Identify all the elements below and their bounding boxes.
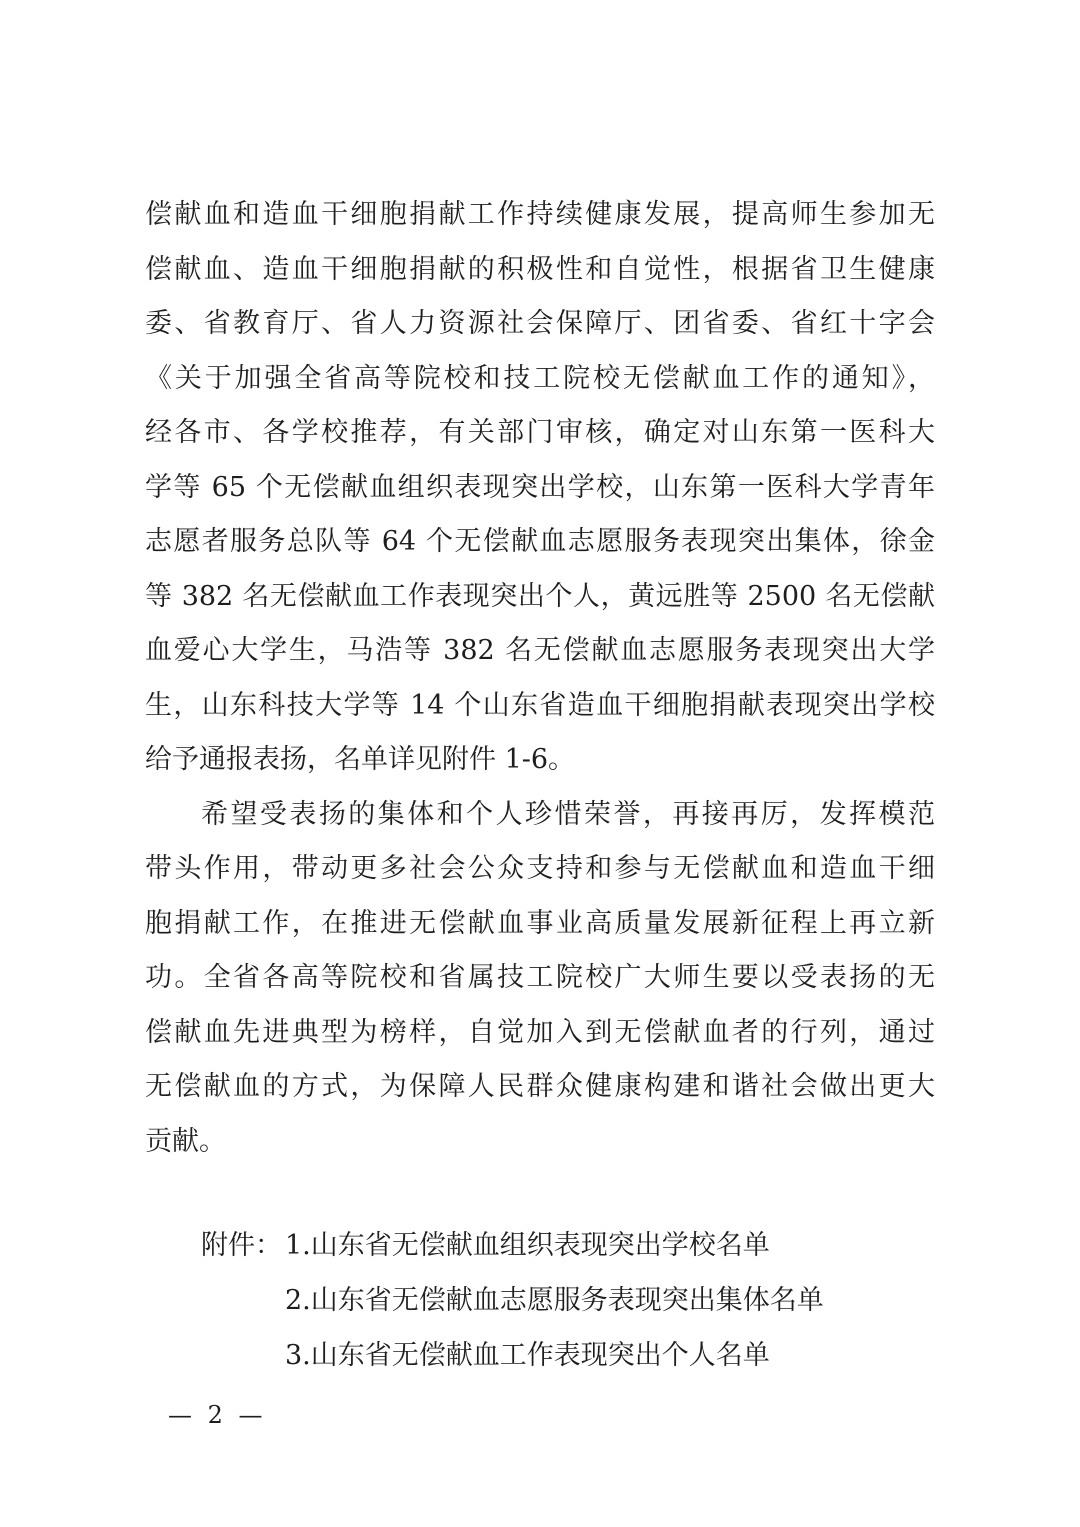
- attachment-indent: [201, 1273, 285, 1328]
- paragraph-2-line: 希望受表扬的集体和个人珍惜荣誉，再接再厉，发挥模范: [201, 798, 935, 830]
- paragraph-1-line: 血爱心大学生，马浩等 382 名无偿献血志愿服务表现突出大学: [145, 635, 935, 666]
- paragraph-1-line: 偿献血和造血干细胞捐献工作持续健康发展，提高师生参加无: [145, 199, 935, 230]
- paragraph-2-line: 胞捐献工作，在推进无偿献血事业高质量发展新征程上再立新: [145, 907, 935, 939]
- paragraph-1-line: 《关于加强全省高等院校和技工院校无偿献血工作的通知》，: [145, 362, 935, 394]
- attachment-title: 1.山东省无偿献血组织表现突出学校名单: [285, 1230, 770, 1261]
- paragraph-1-line: 偿献血、造血干细胞捐献的积极性和自觉性，根据省卫生健康: [145, 253, 935, 285]
- attachments-label: 附件：: [201, 1230, 282, 1261]
- paragraph-1-line: 经各市、各学校推荐，有关部门审核，确定对山东第一医科大: [145, 417, 935, 448]
- paragraph-2-line: 带头作用，带动更多社会公众支持和参与无偿献血和造血干细: [145, 853, 935, 884]
- paragraph-1-line: 志愿者服务总队等 64 个无偿献血志愿服务表现突出集体，徐金: [145, 526, 935, 557]
- paragraph-2-line: 贡献。: [145, 1125, 226, 1157]
- paragraph-2-line: 偿献血先进典型为榜样，自觉加入到无偿献血者的行列，通过: [145, 1016, 935, 1048]
- paragraph-2-line: 功。全省各高等院校和省属技工院校广大师生要以受表扬的无: [145, 962, 935, 993]
- paragraph-1-line: 给予通报表扬，名单详见附件 1-6。: [145, 744, 576, 775]
- paragraph-1-line: 学等 65 个无偿献血组织表现突出学校，山东第一医科大学青年: [145, 471, 935, 503]
- paragraph-1-line: 生，山东科技大学等 14 个山东省造血干细胞捐献表现突出学校: [145, 689, 935, 721]
- attachment-item: [201, 1273, 961, 1328]
- page-number: — 2 —: [168, 1401, 267, 1429]
- attachment-title: 2.山东省无偿献血志愿服务表现突出集体名单: [285, 1285, 824, 1316]
- paragraph-2-line: 无偿献血的方式，为保障人民群众健康构建和谐社会做出更大: [145, 1071, 935, 1102]
- paragraph-1-line: 委、省教育厅、省人力资源社会保障厅、团省委、省红十字会: [145, 308, 935, 339]
- attachments-list: [201, 1218, 961, 1383]
- paragraph-1-line: 等 382 名无偿献血工作表现突出个人，黄远胜等 2500 名无偿献: [145, 580, 935, 612]
- attachment-title: 3.山东省无偿献血工作表现突出个人名单: [285, 1340, 770, 1371]
- attachment-item: [201, 1218, 961, 1273]
- body-text: [145, 188, 935, 1169]
- attachment-item: [201, 1328, 961, 1383]
- attachment-indent: [201, 1328, 285, 1383]
